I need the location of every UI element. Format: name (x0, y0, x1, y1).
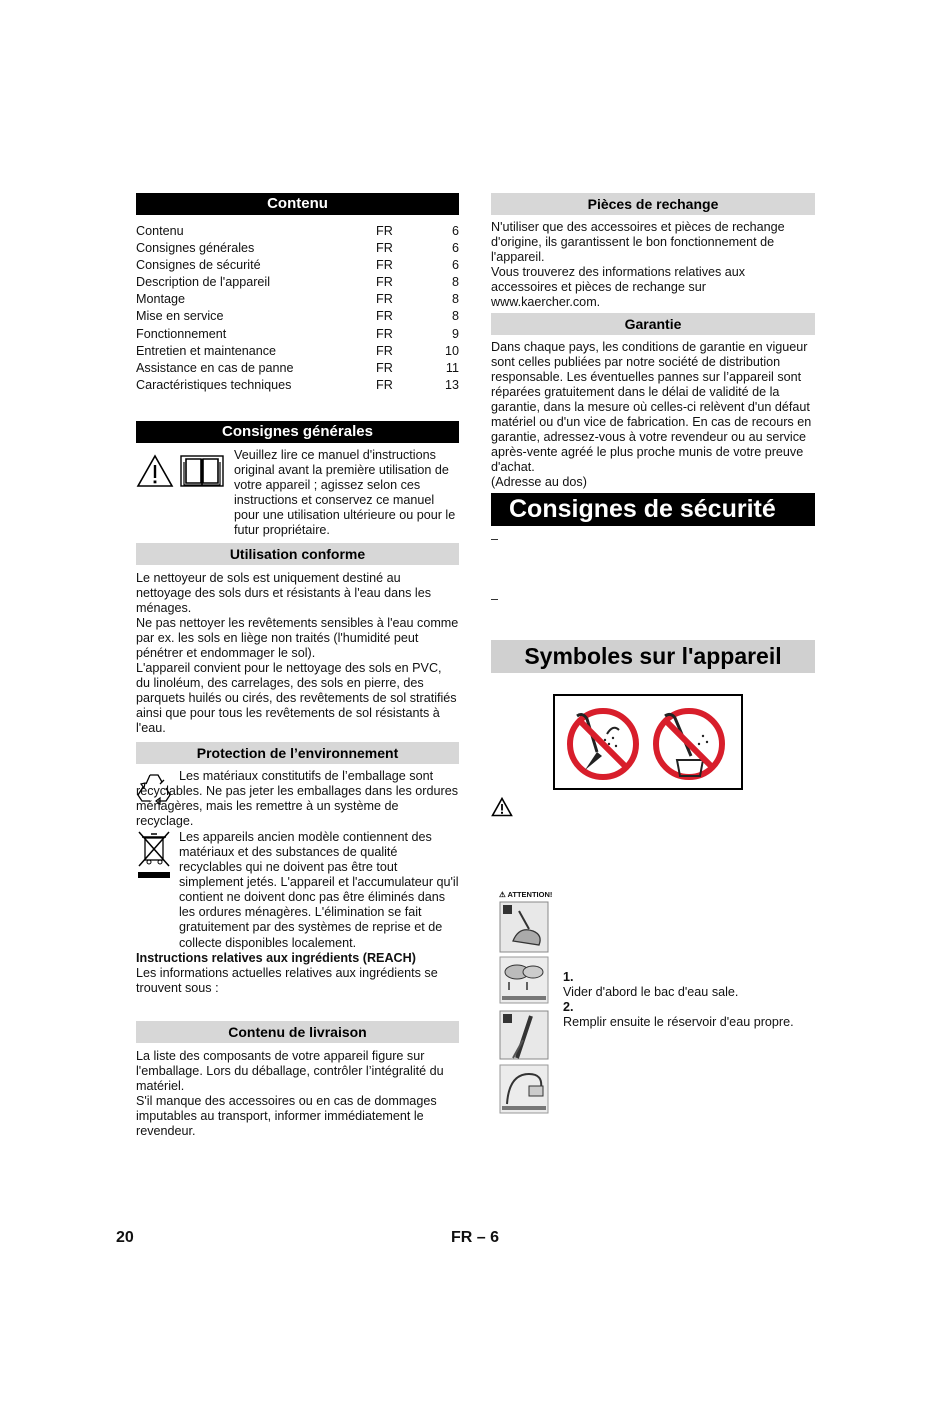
toc-row (136, 343, 459, 360)
delivery-paragraph: S'il manque des accessoires ou en cas de dommages imputables au transport, informer immédiatement le revendeur. (136, 1094, 437, 1139)
fill-clean-water-tank-icon (499, 1010, 549, 1060)
toc-heading: Contenu (136, 193, 459, 215)
usage-paragraph: L'appareil convient pour le nettoyage des sols en PVC, du linoléum, des carrelages, des sols en pierre, des parquets huilés ou cirés, des revêtements de sol stratifiés ainsi que pour tous les revêtements de sol résistants à l'eau. (136, 661, 457, 736)
toc-entry-lang: FR (376, 241, 393, 256)
environment-heading: Protection de l’environnement (136, 742, 459, 764)
toc-row (136, 291, 459, 308)
recycle-notice (136, 769, 459, 829)
general-heading: Consignes générales (136, 421, 459, 443)
toc-entry-title: Contenu (136, 224, 184, 238)
toc-entry-lang: FR (376, 326, 393, 341)
step-1-number: 1. (563, 969, 574, 984)
delivery-body (136, 1049, 459, 1140)
toc-entry-lang: FR (376, 292, 393, 307)
weee-text-body: Les appareils ancien modèle contiennent des matériaux et des substances de qualité recyclables qui ne doivent pas être tout simplement jetés. L'appareil et l'accumulateur qu'il contient ne doivent donc pas être éliminés dans les ordures ménagères. L'élimination se fait gratuitement par des systèmes de reprise et de collecte disponibles localement. (179, 829, 459, 950)
delivery-paragraph: La liste des composants de votre appareil figure sur l'emballage. Lors du déballage, contrôler l’intégralité du matériel. (136, 1048, 444, 1094)
toc-entry-page: 8 (451, 292, 459, 307)
usage-body (136, 571, 459, 737)
usage-paragraph: Le nettoyeur de sols est uniquement destiné au nettoyage des sols durs et résistants à l'eau dans les ménages. (136, 570, 432, 615)
toc-entry-lang: FR (376, 377, 393, 392)
toc-entry-title: Description de l'appareil (136, 275, 271, 290)
toc-entry-lang: FR (376, 309, 393, 324)
usage-heading: Utilisation conforme (136, 543, 459, 565)
toc-row (136, 308, 459, 325)
spare-parts-body (491, 220, 815, 311)
toc-entry-title: Mise en service (136, 309, 224, 324)
toc-entry-title: Consignes de sécurité (136, 258, 261, 273)
step-1-text: Vider d'abord le bac d'eau sale. (563, 984, 739, 999)
toc-entry-title: Fonctionnement (136, 326, 227, 341)
warranty-body (491, 340, 815, 491)
toc-entry-lang: FR (376, 224, 393, 238)
fill-tank-step-icon (499, 1064, 549, 1114)
fill-order-instructions (491, 890, 815, 1120)
safety-heading: Consignes de sécurité (491, 493, 815, 526)
read-manual-book-icon (180, 454, 224, 488)
fill-order-steps (563, 970, 815, 1030)
toc-entry-title: Caractéristiques techniques (136, 377, 292, 392)
crossed-bin-icon (136, 830, 172, 884)
reach-text: Les informations actuelles relatives aux ingrédients se trouvent sous : (136, 965, 438, 995)
spare-parts-heading: Pièces de rechange (491, 193, 815, 215)
toc-entry-page: 13 (444, 377, 459, 392)
toc-entry-page: 6 (451, 241, 459, 256)
toc-row (136, 360, 459, 377)
toc-entry-page: 11 (445, 360, 459, 375)
symbols-heading: Symboles sur l'appareil (491, 640, 815, 673)
safety-dash-1: – (491, 531, 499, 546)
toc-entry-title: Entretien et maintenance (136, 343, 277, 358)
toc-entry-page: 8 (451, 275, 459, 290)
toc-row (136, 274, 459, 291)
toc-entry-title: Montage (136, 292, 186, 307)
left-column (136, 193, 459, 1140)
toc-row (136, 223, 459, 240)
toc-row (136, 240, 459, 257)
empty-tank-step-icon (499, 956, 549, 1004)
warranty-paragraph: (Adresse au dos) (491, 475, 587, 490)
toc-entry-page: 6 (451, 258, 459, 273)
toc-entry-lang: FR (376, 360, 393, 375)
toc-entry-page: 9 (451, 326, 459, 341)
toc-row (136, 326, 459, 343)
empty-dirty-water-tank-icon (499, 901, 549, 953)
spare-parts-paragraph: N'utiliser que des accessoires et pièces de rechange d'origine, ils garantissent le bon fonctionnement de l'appareil. (491, 220, 785, 265)
toc-entry-title: Assistance en cas de panne (136, 360, 294, 375)
toc-entry-page: 8 (451, 309, 459, 324)
prohibition-symbols (553, 694, 815, 790)
toc-entry-lang: FR (376, 275, 393, 290)
toc-entry-lang: FR (376, 258, 393, 273)
warranty-heading: Garantie (491, 313, 815, 335)
usage-paragraph: Ne pas nettoyer les revêtements sensibles à l'eau comme par ex. les sols en liège non traités (l'humidité peut pénétrer et endommager le sol). (136, 615, 459, 660)
recycling-icon (136, 771, 172, 805)
weee-notice (136, 830, 459, 996)
recycle-text: Les matériaux constitutifs de l’emballage sont recyclables. Ne pas jeter les emballages dans les ordures ménagères, mais les remettre à un système de recyclage. (136, 768, 459, 828)
right-column (491, 193, 815, 1120)
manual-notice-text: Veuillez lire ce manuel d'instructions original avant la première utilisation de votre appareil ; agissez selon ces instructions et conservez ce manuel pour une utilisation ultérieure ou pour le futur propriétaire. (234, 447, 456, 538)
no-water-spray-symbol-icon (553, 694, 743, 790)
weee-text (136, 830, 459, 951)
delivery-heading: Contenu de livraison (136, 1021, 459, 1043)
toc-entry-title: Consignes générales (136, 241, 255, 256)
manual-notice (136, 448, 459, 539)
page-label: FR – 6 (451, 1229, 500, 1246)
toc-row (136, 377, 459, 394)
step-2-number: 2. (563, 999, 574, 1014)
page-number: 20 (116, 1229, 134, 1246)
warning-triangle-icon (136, 454, 174, 488)
attention-label: ATTENTION! (507, 889, 553, 899)
toc-entry-lang: FR (376, 343, 393, 358)
attention-warning-icon: ⚠ (499, 889, 508, 899)
warning-triangle-icon (491, 797, 513, 817)
safety-dash-2: – (491, 591, 499, 606)
table-of-contents (136, 223, 459, 394)
toc-entry-page: 6 (451, 224, 459, 238)
toc-entry-page: 10 (444, 343, 459, 358)
toc-row (136, 257, 459, 274)
warranty-paragraph: Dans chaque pays, les conditions de garantie en vigueur sont celles publiées par notre société de distribution responsable. Les éventuelles pannes sur l’appareil sont réparées gratuitement dans le délai de validité de la garantie, dans la mesure où celles-ci relèvent d'un défaut matériel ou d'un vice de fabrication. En cas de recours en garantie, adressez-vous à votre revendeur ou au service après-vente agréé le plus proche munis de votre preuve d'achat. (491, 339, 812, 475)
reach-title: Instructions relatives aux ingrédients (REACH) (136, 950, 416, 965)
spare-parts-paragraph: Vous trouverez des informations relatives aux accessoires et pièces de rechange sur www.kaercher.com. (491, 265, 746, 310)
step-2-text: Remplir ensuite le réservoir d'eau propre. (563, 1014, 794, 1029)
